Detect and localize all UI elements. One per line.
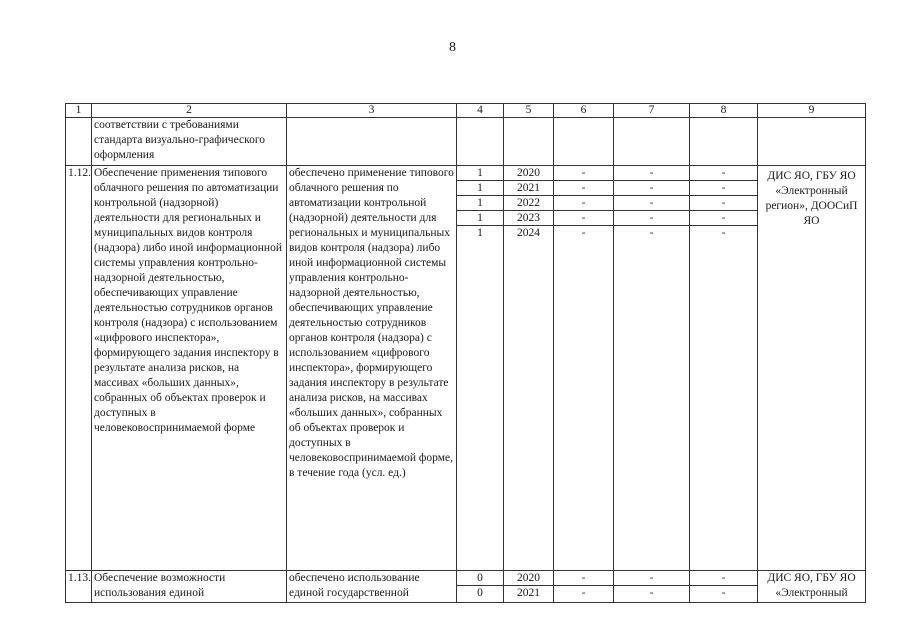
row-number: 1.13.	[66, 571, 92, 603]
header-cell: 6	[554, 104, 614, 118]
target-value: 1	[457, 211, 503, 226]
empty-cell	[614, 118, 690, 166]
target-values	[457, 166, 503, 240]
header-cell: 2	[92, 104, 287, 118]
target-values	[457, 571, 503, 600]
dash-value: -	[721, 587, 726, 599]
target-value: 0	[477, 587, 483, 599]
dash-value: -	[614, 571, 689, 586]
dash-value: -	[614, 166, 689, 181]
years	[504, 571, 553, 600]
dash-value: -	[690, 211, 757, 226]
year-column	[504, 571, 554, 603]
dash-value: -	[690, 196, 757, 211]
year-value: 2024	[517, 227, 540, 239]
empty-cell	[457, 118, 504, 166]
indicator-description	[287, 118, 457, 166]
dash-value: -	[554, 166, 613, 181]
col8-column	[690, 166, 758, 571]
col7-column	[614, 571, 690, 603]
year-value: 2020	[504, 571, 553, 586]
measure-description: соответствии с требованиями стандарта визуально-графического оформления	[92, 118, 287, 166]
row-number: 1.12.	[66, 166, 92, 571]
col6-column	[554, 571, 614, 603]
year-column	[504, 166, 554, 571]
target-value-column	[457, 166, 504, 571]
page-number: 8	[449, 40, 456, 55]
dash-value: -	[690, 181, 757, 196]
header-cell: 5	[504, 104, 554, 118]
dash-value: -	[649, 587, 654, 599]
measures-table	[65, 103, 866, 603]
year-value: 2023	[504, 211, 553, 226]
measure-description: Обеспечение возможности использования единой	[92, 571, 287, 603]
col8-values	[690, 571, 757, 600]
indicator-description: обеспечено применение типового облачного решения по автоматизации контрольной (надзорной) деятельности для региональных и муниципальных видов контроля (надзора) либо иной информационной системы управления контрольно-надзорной деятельностью, обеспечивающих управление деятельностью сотрудников органов контроля (надзора) с использованием «цифрового инспектора», формирующего задания инспектору в результате анализа рисков, на массивах «больших данных», собранных об объектах проверок и доступных в человековоспринимаемой форме, в течение года (усл. ед.)	[287, 166, 457, 571]
dash-value: -	[721, 227, 726, 239]
col6-values	[554, 166, 613, 240]
col8-values	[690, 166, 757, 240]
dash-value: -	[614, 211, 689, 226]
header-cell: 8	[690, 104, 758, 118]
row-number	[66, 118, 92, 166]
table-row	[66, 571, 866, 603]
col7-values	[614, 571, 689, 600]
year-value: 2022	[504, 196, 553, 211]
year-value: 2020	[504, 166, 553, 181]
dash-value: -	[554, 196, 613, 211]
responsible-org	[758, 118, 866, 166]
col7-values	[614, 166, 689, 240]
target-value: 1	[457, 181, 503, 196]
target-value: 1	[477, 227, 483, 239]
dash-value: -	[554, 571, 613, 586]
measure-description: Обеспечение применения типового облачного решения по автоматизации контрольной (надзорной) деятельности для региональных и муниципальных видов контроля (надзора) либо иной информационной системы управления контрольно-надзорной деятельностью, обеспечивающих управление деятельностью сотрудников органов контроля (надзора) с использованием «цифрового инспектора», формирующего задания инспектору в результате анализа рисков, на массивах «больших данных», собранных об объектах проверок и доступных в человековоспринимаемой форме	[92, 166, 287, 571]
responsible-org: ДИС ЯО, ГБУ ЯО «Электронный	[758, 571, 866, 603]
dash-value: -	[690, 166, 757, 181]
dash-value: -	[554, 181, 613, 196]
dash-value: -	[614, 181, 689, 196]
empty-cell	[504, 118, 554, 166]
dash-value: -	[581, 227, 586, 239]
dash-value: -	[690, 571, 757, 586]
header-cell: 9	[758, 104, 866, 118]
dash-value: -	[554, 211, 613, 226]
indicator-description: обеспечено использование единой государственной	[287, 571, 457, 603]
header-cell: 1	[66, 104, 92, 118]
table-row	[66, 166, 866, 571]
col7-column	[614, 166, 690, 571]
year-value: 2021	[517, 587, 540, 599]
target-value-column	[457, 571, 504, 603]
years	[504, 166, 553, 240]
empty-cell	[554, 118, 614, 166]
table-row-continuation	[66, 118, 866, 166]
dash-value: -	[614, 196, 689, 211]
target-value: 1	[457, 196, 503, 211]
col8-column	[690, 571, 758, 603]
year-value: 2021	[504, 181, 553, 196]
header-cell: 3	[287, 104, 457, 118]
target-value: 1	[457, 166, 503, 181]
col6-values	[554, 571, 613, 600]
responsible-org: ДИС ЯО, ГБУ ЯО «Электронный регион», ДООСиП ЯО	[758, 166, 866, 571]
col6-column	[554, 166, 614, 571]
header-cell: 4	[457, 104, 504, 118]
target-value: 0	[457, 571, 503, 586]
header-row	[66, 104, 866, 118]
dash-value: -	[581, 587, 586, 599]
empty-cell	[690, 118, 758, 166]
header-cell: 7	[614, 104, 690, 118]
dash-value: -	[649, 227, 654, 239]
